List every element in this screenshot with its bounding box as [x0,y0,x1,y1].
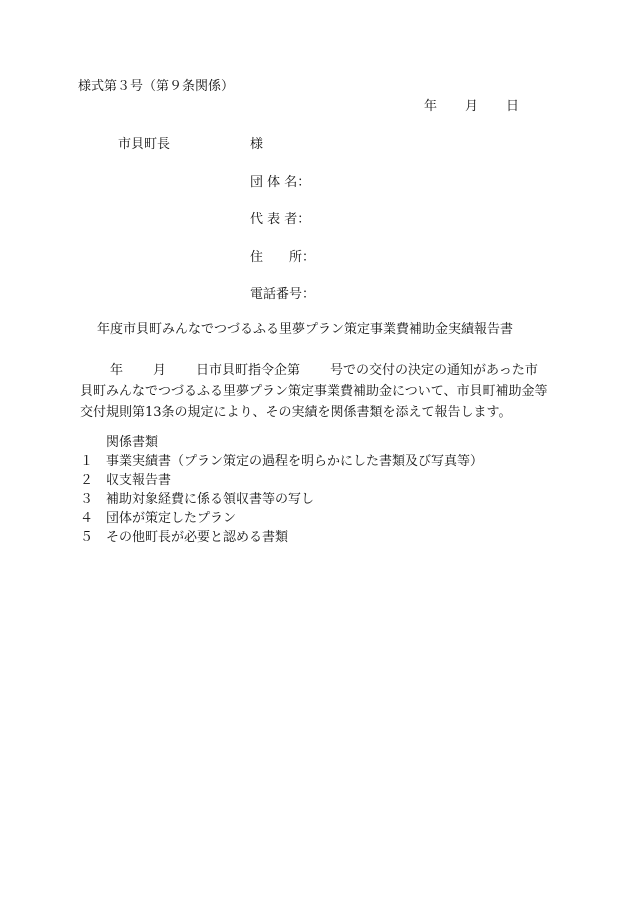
address-label: 住 所： [250,250,316,265]
attachment-item [80,474,171,487]
date-line [424,100,519,113]
attachment-text: 事業実績書（プラン策定の過程を明らかにした書類及び写真等） [106,454,484,469]
attachment-item [80,512,236,525]
attachment-item [80,531,288,544]
attachment-item [80,455,483,468]
phone-label: 電話番号： [250,287,316,302]
date-month-label: 月 [465,99,479,114]
attachment-number: １ [80,454,94,469]
date-year-label: 年 [424,99,438,114]
body-rest: 号での交付の決定の通知があった市貝町みんなでつづるふる里夢プラン策定事業費補助金について、市貝町補助金等交付規則第13条の規定により、その実績を関係書類を添えて報告します。 [80,363,548,420]
attachment-text: 収支報告書 [106,473,172,488]
attachment-item [80,493,314,506]
group-name-label: 団 体 名： [250,175,311,190]
attachment-text: その他町長が必要と認める書類 [106,530,289,545]
attachment-number: ４ [80,511,94,526]
date-day-label: 日 [506,99,520,114]
body-month: 月 [153,363,167,378]
attachment-number: ３ [80,492,94,507]
attachment-number: ２ [80,473,94,488]
addressee-name: 市貝町長 [118,137,171,152]
attachment-number: ５ [80,530,94,545]
body-year: 年 [110,363,124,378]
form-number: 様式第３号（第９条関係） [78,79,235,94]
body-day-ref: 日市貝町指令企第 [196,363,301,378]
attachment-text: 補助対象経費に係る領収書等の写し [106,492,315,507]
representative-label: 代 表 者： [250,212,311,227]
addressee-honorific: 様 [250,137,264,152]
attachments-heading: 関係書類 [106,435,159,450]
report-body-paragraph [80,360,550,423]
document-title: 年度市貝町みんなでつづるふる里夢プラン策定事業費補助金実績報告書 [97,322,514,337]
attachment-text: 団体が策定したプラン [106,511,237,526]
